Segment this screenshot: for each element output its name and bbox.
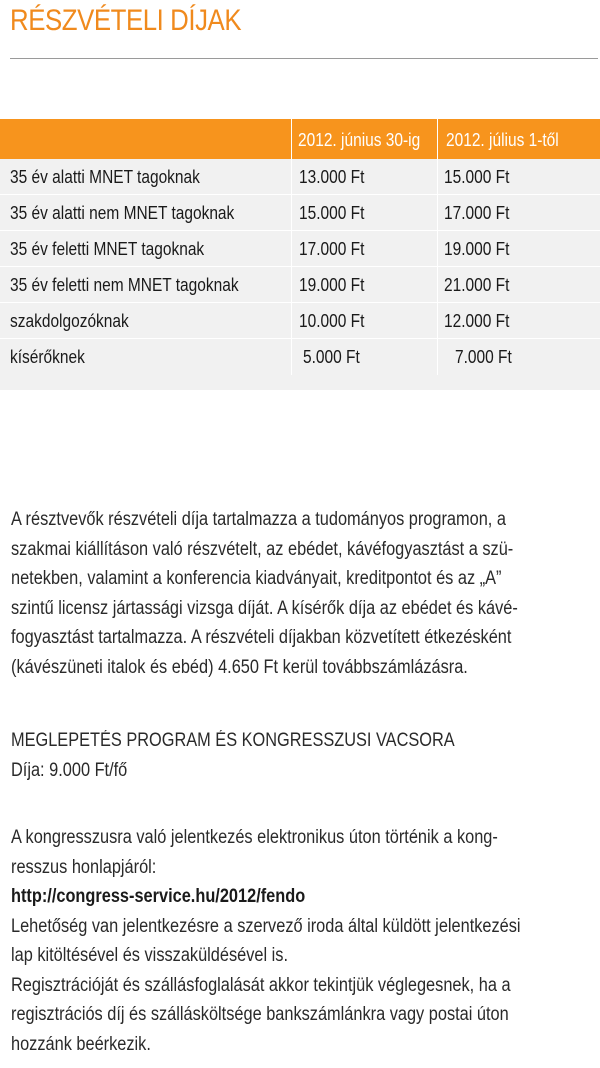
row-late-fee: 17.000 Ft [444,203,510,223]
row-early-fee: 15.000 Ft [299,203,365,223]
registration-section [11,823,527,1059]
paragraph-line: resszus honlapjáról: [11,856,157,878]
fee-info-paragraph [11,505,527,682]
row-late-fee: 12.000 Ft [444,311,510,331]
row-label: 35 év feletti nem MNET tagoknak [10,275,239,295]
row-late-fee: 15.000 Ft [444,167,510,187]
row-label: 35 év alatti MNET tagoknak [10,167,200,187]
paragraph-line: A kongresszusra való jelentkezés elektronikus úton történik a kong- [11,827,498,848]
column-divider [291,303,292,339]
paragraph-line: szintű licensz jártassági vizsga díját. A kísérők díja az ebédet és kávé- [11,597,518,619]
paragraph-line: netekben, valamint a konferencia kiadványait, kreditpontot és az „A” [11,568,502,589]
row-late-fee: 21.000 Ft [444,275,510,295]
paragraph-line: lap kitöltésével és visszaküldésével is. [11,945,289,966]
paragraph-line: szakmai kiállításon való részvételt, az ebédet, kávéfogyasztást a szü- [11,538,514,560]
column-divider [437,231,438,267]
row-label: 35 év feletti MNET tagoknak [10,239,205,259]
row-late-fee: 7.000 Ft [455,347,512,367]
table-row [0,159,600,195]
column-divider [291,267,292,303]
paragraph-line: regisztrációs díj és szállásköltsége bankszámlánkra vagy postai úton [11,1004,509,1025]
surprise-program-fee: Díja: 9.000 Ft/fő [11,759,128,781]
row-early-fee: 19.000 Ft [299,275,365,295]
row-label: szakdolgozóknak [10,311,129,331]
title-divider [10,58,598,59]
header-late-deadline: 2012. július 1-től [446,130,559,150]
paragraph-line: hozzánk beérkezik. [11,1033,151,1055]
surprise-program-heading: MEGLEPETÉS PROGRAM ÉS KONGRESSZUSI VACSORA [11,730,455,751]
header-divider [437,119,438,159]
paragraph-line: fogyasztást tartalmazza. A részvételi díjakban közvetített étkezésként [11,627,512,648]
row-label: 35 év alatti nem MNET tagoknak [10,203,235,223]
fee-table [0,119,600,390]
row-label: kísérőknek [10,347,85,367]
fee-table-header [0,119,600,159]
column-divider [291,231,292,267]
table-row [0,267,600,303]
paragraph-line: Regisztrációját és szállásfoglalását akkor tekintjük véglegesnek, ha a [11,974,511,996]
table-row [0,303,600,339]
column-divider [291,339,292,375]
table-row [0,339,600,375]
table-row [0,195,600,231]
column-divider [437,159,438,195]
column-divider [437,303,438,339]
surprise-program-section [11,726,527,785]
row-early-fee: 10.000 Ft [299,311,365,331]
column-divider [437,339,438,375]
header-early-deadline: 2012. június 30-ig [298,130,421,150]
column-divider [291,195,292,231]
paragraph-line: A résztvevők részvételi díja tartalmazza a tudományos programon, a [11,509,506,530]
row-early-fee: 5.000 Ft [303,347,360,367]
table-row [0,231,600,267]
row-late-fee: 19.000 Ft [444,239,510,259]
column-divider [291,159,292,195]
row-early-fee: 17.000 Ft [299,239,365,259]
registration-link[interactable]: http://congress-service.hu/2012/fendo [11,886,306,907]
column-divider [437,195,438,231]
page-title: RÉSZVÉTELI DÍJAK [10,4,242,37]
row-early-fee: 13.000 Ft [299,167,365,187]
paragraph-line: Lehetőség van jelentkezésre a szervező iroda által küldött jelentkezési [11,915,521,937]
column-divider [437,267,438,303]
header-divider [291,119,292,159]
paragraph-line: (kávészüneti italok és ebéd) 4.650 Ft kerül továbbszámlázásra. [11,656,468,678]
